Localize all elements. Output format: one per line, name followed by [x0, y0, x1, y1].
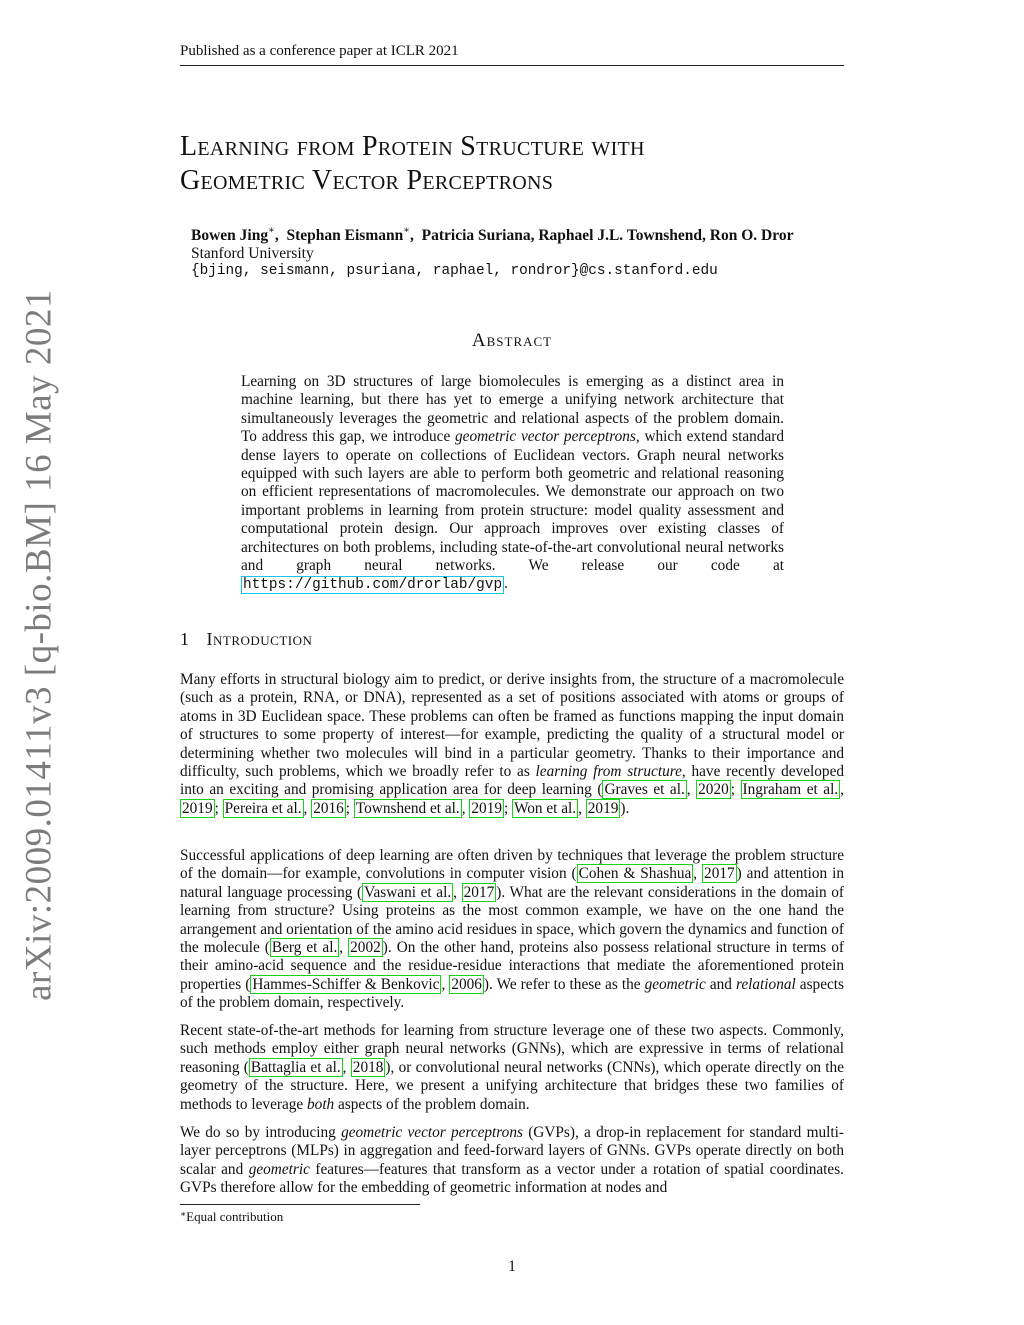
- equal-contribution-mark: ∗: [268, 225, 275, 236]
- author-2: Stephan Eismann: [286, 227, 404, 244]
- intro-paragraph-2: Successful applications of deep learning are often driven by techniques that leverage the problem structure of the domain—for example, convolutions in computer vision ( Cohen & Shashua , 2017 ) and attention in natural language processing ( Vaswani et al. , 2017 ). What are the relevant considerations in the domain of learning from structure? Using proteins as the most common example, we have on the one hand the arrangement and orientation of the amino acid residues in space, which govern the dynamics and function of the molecule ( Berg et al. , 2002 ). On the other hand, proteins also possess relational structure in terms of their amino-acid sequence and the residue-residue interactions that mediate the aforementioned protein properties ( Hammes-Schiffer & Benkovic , 2006 ). We refer to these as the geometric and relational aspects of the problem domain, respectively.: [180, 847, 845, 1012]
- citation-year-link[interactable]: 2002: [350, 939, 381, 957]
- citation-year-link[interactable]: 2019: [182, 799, 213, 817]
- intro-paragraph-1: Many efforts in structural biology aim to predict, or derive insights from, the structure of a macromolecule (such as a protein, RNA, or DNA), represented as a set of positions associated with atoms or groups of atoms in 3D Euclidean space. These problems can often be framed as functions mapping the input domain of structures to some property of interest—for example, predicting the quality of a structural model or determining whether two molecules will bind in a particular geometry. Thanks to their importance and difficulty, such problems, which we broadly refer to as learning from structure, have recently developed into an exciting and promising application area for deep learning ( Graves et al. , 2020 ; Ingraham et al. , 2019 ; Pereira et al. , 2016 ; Townshend et al. , 2019 ; Won et al. , 2019 ).: [180, 671, 845, 817]
- equal-contribution-mark: ∗: [403, 225, 411, 236]
- running-header: Published as a conference paper at ICLR 2021: [180, 43, 459, 59]
- abstract-body: Learning on 3D structures of large biomolecules is emerging as a distinct area in machine learning, but there has yet to emerge a unifying network architecture that simultaneously leverages the geometric and relational aspects of the problem domain. To address this gap, we introduce geometric vector perceptrons, which extend standard dense layers to operate on collections of Euclidean vectors. Graph neural networks equipped with such layers are able to perform both geometric and relational reasoning on efficient representations of macromolecules. We demonstrate our approach on two important problems in learning from protein structure: model quality assessment and computational protein design. Our approach improves over existing classes of architectures on both problems, including state-of-the-art convolutional neural networks and graph neural networks. We release our code at https://github.com/drorlab/gvp .: [241, 373, 784, 594]
- citation-year-link[interactable]: 2018: [352, 1058, 384, 1076]
- citation-link[interactable]: Pereira et al.: [224, 799, 302, 817]
- author-emails: {bjing, seismann, psuriana, raphael, rondror}@cs.stanford.edu: [191, 263, 718, 279]
- citation-link[interactable]: Battaglia et al.: [250, 1058, 341, 1076]
- code-link[interactable]: https://github.com/drorlab/gvp: [243, 577, 503, 594]
- citation-year-link[interactable]: 2017: [463, 883, 495, 901]
- other-authors: Patricia Suriana, Raphael J.L. Townshend, Ron O. Dror: [421, 227, 794, 244]
- citation-link[interactable]: Won et al.: [514, 799, 577, 817]
- citation-year-link[interactable]: 2019: [587, 799, 619, 817]
- title-line-1: Learning from Protein Structure with: [180, 131, 645, 162]
- citation-link[interactable]: Cohen & Shashua: [578, 865, 692, 883]
- header-rule: [180, 65, 844, 66]
- citation-link[interactable]: Hammes-Schiffer & Benkovic: [252, 975, 440, 993]
- author-list: Bowen Jing∗, Stephan Eismann∗, Patricia Suriana, Raphael J.L. Townshend, Ron O. Dror: [191, 225, 794, 244]
- author-1: Bowen Jing: [191, 227, 269, 244]
- arxiv-stamp-text: arXiv:2009.01411v3 [q-bio.BM] 16 May 2021: [18, 289, 60, 1001]
- footnote-rule: [180, 1204, 420, 1205]
- abstract-heading: Abstract: [471, 330, 553, 351]
- section-heading-introduction: [180, 629, 312, 650]
- intro-paragraph-4: We do so by introducing geometric vector perceptrons (GVPs), a drop-in replacement for standard multi-layer perceptrons (MLPs) in aggregation and feed-forward layers of GNNs. GVPs operate directly on both scalar and geometric features—features that transform as a vector under a rotation of spatial coordinates. GVPs therefore allow for the embedding of geometric information at nodes and: [180, 1124, 844, 1197]
- citation-year-link[interactable]: 2016: [313, 799, 344, 817]
- citation-year-link[interactable]: 2017: [704, 865, 735, 883]
- citation-year-link[interactable]: 2006: [451, 975, 482, 993]
- section-title: Introduction: [206, 629, 313, 649]
- citation-link[interactable]: Berg et al.: [271, 939, 338, 957]
- intro-paragraph-3: Recent state-of-the-art methods for learning from structure leverage one of these two aspects. Commonly, such methods employ either graph neural networks (GNNs), which are expressive in terms of relational reasoning ( Battaglia et al. , 2018 ), or convolutional neural networks (CNNs), which operate directly on the geometry of the structure. Here, we present a unifying architecture that bridges these two families of methods to leverage both aspects of the problem domain.: [180, 1022, 844, 1113]
- title-line-2: Geometric Vector Perceptrons: [180, 165, 554, 196]
- footnote-text: Equal contribution: [186, 1209, 284, 1224]
- section-number: 1: [180, 629, 190, 649]
- citation-link[interactable]: Vaswani et al.: [364, 883, 452, 901]
- citation-year-link[interactable]: 2020: [698, 781, 729, 799]
- citation-link[interactable]: Ingraham et al.: [742, 781, 839, 799]
- citation-year-link[interactable]: 2019: [471, 799, 502, 817]
- footnote-mark: ∗: [180, 1209, 187, 1219]
- page-number: 1: [508, 1258, 516, 1275]
- affiliation: Stanford University: [191, 245, 314, 262]
- citation-link[interactable]: Townshend et al.: [355, 799, 460, 817]
- citation-link[interactable]: Graves et al.: [604, 781, 685, 799]
- paper-title: [180, 130, 860, 198]
- footnote: [180, 1209, 283, 1225]
- arxiv-stamp: [18, 289, 60, 1001]
